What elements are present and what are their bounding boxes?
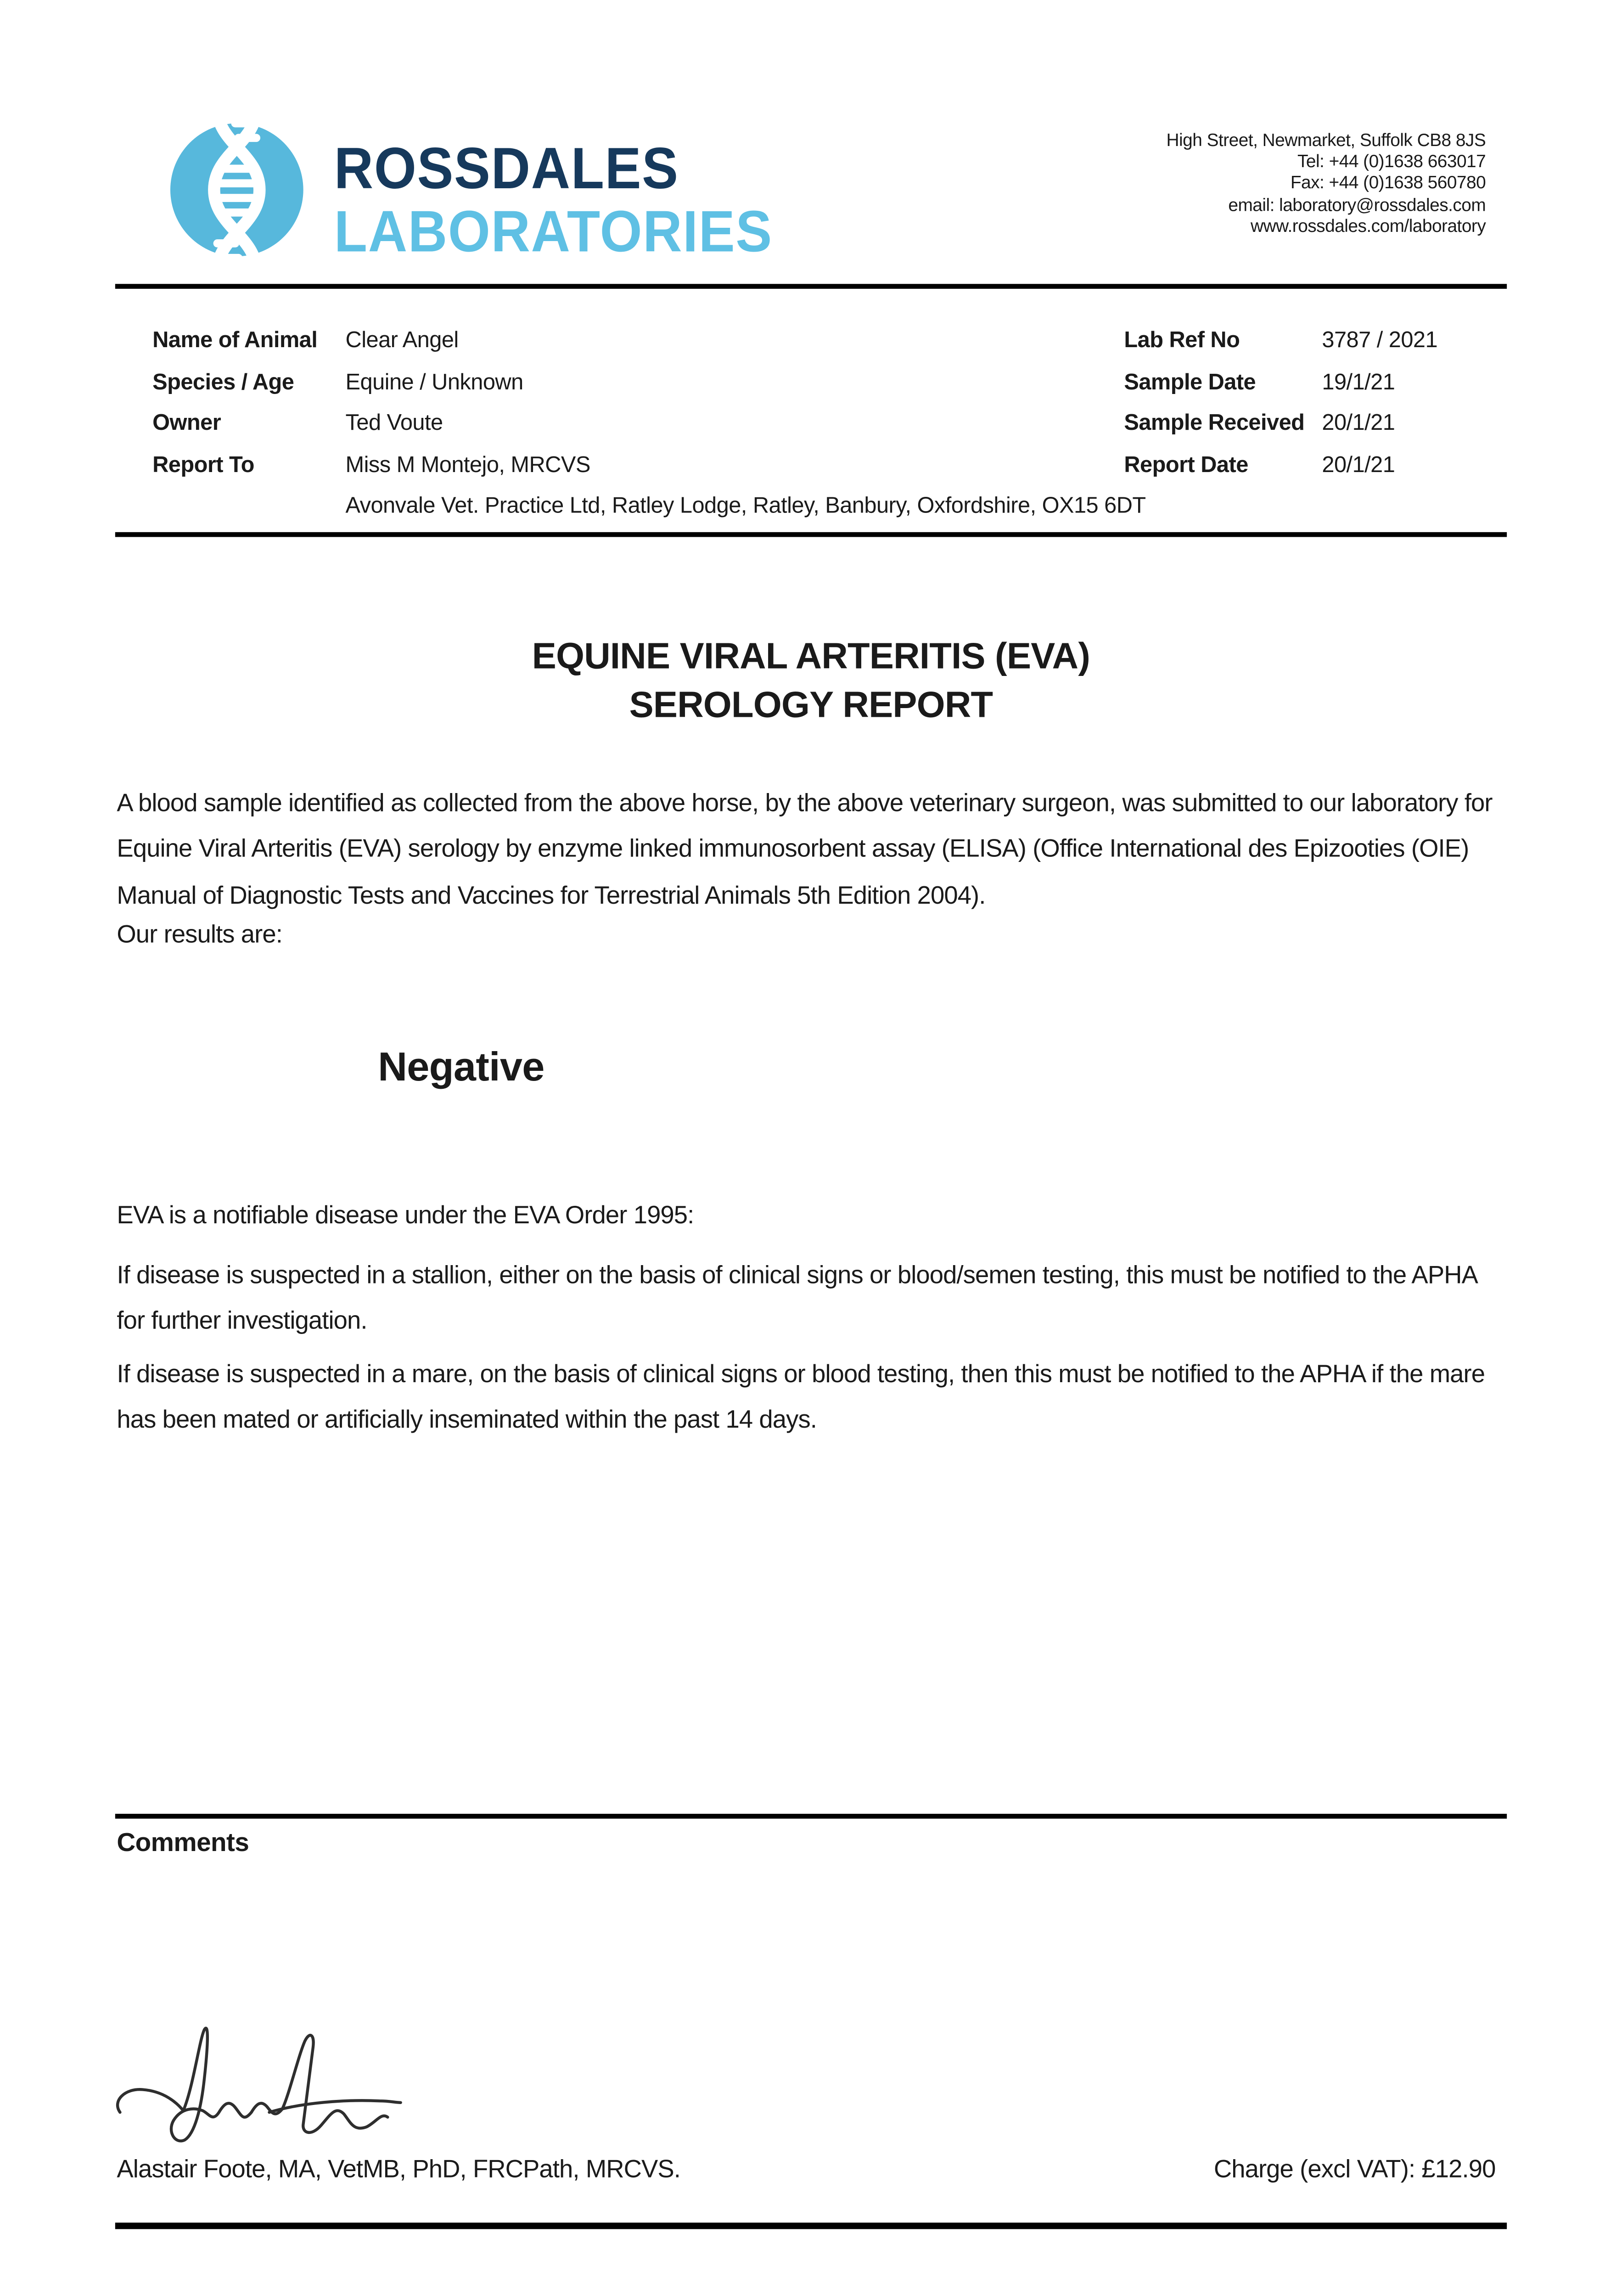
value-species-age: Equine / Unknown <box>345 370 523 394</box>
value-owner: Ted Voute <box>345 410 443 435</box>
details-divider-rule <box>115 532 1507 537</box>
contact-email: email: laboratory@rossdales.com <box>1228 196 1486 215</box>
contact-tel: Tel: +44 (0)1638 663017 <box>1297 152 1486 173</box>
lab-contact-block <box>1167 131 1486 238</box>
value-sample-received: 20/1/21 <box>1322 410 1395 435</box>
label-name-of-animal: Name of Animal <box>152 327 318 352</box>
contact-fax: Fax: +44 (0)1638 560780 <box>1290 174 1486 194</box>
label-sample-received: Sample Received <box>1124 410 1305 435</box>
intro-paragraph: A blood sample identified as collected from the above horse, by the above veterinary surgeon, was submitted to our laboratory for Equine Viral Arteritis (EVA) serology by enzyme linked immunosorbent assay (ELISA) (Office International des Epizooties (OIE) Manual of Diagnostic Tests and Vaccines for Terrestrial Animals 5th Edition 2004). <box>117 790 1493 910</box>
comments-heading: Comments <box>117 1830 249 1858</box>
report-title-line1: EQUINE VIRAL ARTERITIS (EVA) <box>532 636 1090 677</box>
mare-paragraph: If disease is suspected in a mare, on the basis of clinical signs or blood testing, then this must be notified to the APHA if the mare has been mated or artificially inseminated within the past 14 days. <box>117 1361 1485 1435</box>
brand-name-laboratories: LABORATORIES <box>334 198 773 264</box>
value-sample-date: 19/1/21 <box>1322 370 1395 394</box>
value-name-of-animal: Clear Angel <box>345 327 459 352</box>
label-species-age: Species / Age <box>152 370 294 394</box>
label-sample-date: Sample Date <box>1124 370 1256 394</box>
brand-name-rossdales: ROSSDALES <box>334 135 679 202</box>
charge-amount: Charge (excl VAT): £12.90 <box>1213 2156 1496 2184</box>
value-practice-address: Avonvale Vet. Practice Ltd, Ratley Lodge, Ratley, Banbury, Oxfordshire, OX15 6DT <box>345 493 1146 518</box>
report-title <box>117 633 1505 728</box>
header-divider-rule <box>115 284 1507 289</box>
dna-helix-logo-icon <box>162 104 311 276</box>
value-lab-ref-no: 3787 / 2021 <box>1322 327 1438 352</box>
label-report-date: Report Date <box>1124 452 1248 477</box>
contact-address: High Street, Newmarket, Suffolk CB8 8JS <box>1166 131 1486 151</box>
notifiable-disease-line: EVA is a notifiable disease under the EVA Order 1995: <box>117 1202 694 1230</box>
stallion-paragraph: If disease is suspected in a stallion, either on the basis of clinical signs or blood/semen testing, this must be notified to the APHA for further investigation. <box>117 1262 1476 1336</box>
signatory-name: Alastair Foote, MA, VetMB, PhD, FRCPath, MRCVS. <box>117 2156 681 2184</box>
label-lab-ref-no: Lab Ref No <box>1124 327 1240 352</box>
result-value: Negative <box>378 1045 544 1091</box>
results-intro-line: Our results are: <box>117 921 282 949</box>
brand-wordmark <box>334 136 773 263</box>
value-report-to: Miss M Montejo, MRCVS <box>345 452 590 477</box>
signature-image <box>110 2020 480 2150</box>
label-report-to: Report To <box>152 452 254 477</box>
value-report-date: 20/1/21 <box>1322 452 1395 477</box>
label-owner: Owner <box>152 410 221 435</box>
footer-rule <box>115 2223 1507 2229</box>
contact-website: www.rossdales.com/laboratory <box>1251 217 1486 237</box>
report-title-line2: SEROLOGY REPORT <box>629 684 993 725</box>
comments-divider-rule <box>115 1814 1507 1819</box>
